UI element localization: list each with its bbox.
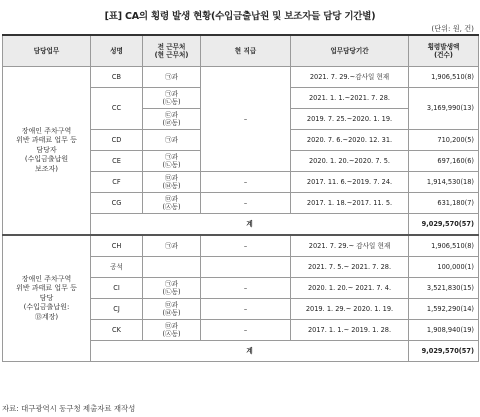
row-period: 2021. 7. 29.~ 감사일 현재 (291, 235, 409, 257)
row-period: 2021. 7. 5.~ 2021. 7. 28. (291, 257, 409, 278)
row-position: ㉠과 (143, 130, 201, 151)
row-position: ㉠과 (㉡동) (143, 151, 201, 172)
row-period: 2021. 1. 1.~2021. 7. 28. (291, 88, 409, 109)
row-position: ㉢과 (㉣동) (143, 109, 201, 130)
row-amount: 3,521,830(15) (409, 278, 479, 299)
row-period: 2019. 1. 29.~ 2020. 1. 19. (291, 299, 409, 320)
row-grade: – (201, 320, 291, 341)
table-row (3, 235, 479, 257)
row-position: ㉠과 (㉡동) (143, 88, 201, 109)
row-grade (201, 257, 291, 278)
source-note: 자료: 대구광역시 동구청 제출자료 재작성 (2, 404, 136, 413)
row-name: CH (91, 235, 143, 257)
row-position (143, 257, 201, 278)
header-duty: 담당업무 (3, 35, 91, 67)
row-grade: – (201, 235, 291, 257)
row-amount: 1,908,940(19) (409, 320, 479, 341)
row-name: CG (91, 193, 143, 214)
header-name: 성명 (91, 35, 143, 67)
row-position: ㉠과 (143, 67, 201, 88)
row-grade: – (201, 278, 291, 299)
row-name: CB (91, 67, 143, 88)
row-name: CK (91, 320, 143, 341)
table-row (3, 67, 479, 88)
row-name: CC (91, 88, 143, 130)
row-position: ㉤과 (㉦동) (143, 320, 201, 341)
group2-duty: 장애인 주차구역 위반 과태료 업무 등 담당 (수입금출납원: ⑬계장) (3, 235, 91, 362)
row-period: 2021. 7. 29.~감사일 현재 (291, 67, 409, 88)
row-amount: 100,000(1) (409, 257, 479, 278)
row-name: CD (91, 130, 143, 151)
row-period: 2020. 1. 20.~2020. 7. 5. (291, 151, 409, 172)
row-amount: 3,169,990(13) (409, 88, 479, 130)
row-period: 2020. 7. 6.~2020. 12. 31. (291, 130, 409, 151)
header-prev-position: 전 근무처 (현 근무처) (143, 35, 201, 67)
row-name: CF (91, 172, 143, 193)
row-amount: 1,906,510(8) (409, 67, 479, 88)
table-title: [표] CA의 횡령 발생 현황(수입금출납원 및 보조자들 담당 기간별) (104, 11, 376, 22)
total-amount: 9,029,570(57) (409, 341, 479, 362)
embezzlement-table (2, 34, 479, 362)
row-amount: 1,906,510(8) (409, 235, 479, 257)
row-period: 2017. 1. 18.~2017. 11. 5. (291, 193, 409, 214)
row-period: 2020. 1. 20.~ 2021. 7. 4. (291, 278, 409, 299)
total-label: 계 (91, 341, 409, 362)
row-position: ㉤과 (㉥동) (143, 299, 201, 320)
row-grade: – (201, 67, 291, 172)
row-grade: – (201, 299, 291, 320)
group1-duty: 장애인 주차구역 위반 과태료 업무 등 담당자 (수입금출납원 보조자) (3, 67, 91, 236)
header-row (3, 35, 479, 67)
row-period: 2017. 1. 1.~ 2019. 1. 28. (291, 320, 409, 341)
header-amount: 횡령발생액 (건수) (409, 35, 479, 67)
row-name: CE (91, 151, 143, 172)
row-amount: 697,160(6) (409, 151, 479, 172)
total-label: 계 (91, 214, 409, 236)
row-amount: 1,592,290(14) (409, 299, 479, 320)
row-position: ㉠과 (㉡동) (143, 278, 201, 299)
row-name: CI (91, 278, 143, 299)
row-period: 2019. 7. 25.~2020. 1. 19. (291, 109, 409, 130)
row-amount: 1,914,530(18) (409, 172, 479, 193)
total-amount: 9,029,570(57) (409, 214, 479, 236)
row-grade: – (201, 172, 291, 193)
row-name: CJ (91, 299, 143, 320)
row-amount: 631,180(7) (409, 193, 479, 214)
unit-label: (단위: 원, 건) (431, 24, 474, 33)
row-position: ㉤과 (㉥동) (143, 172, 201, 193)
row-name: 공석 (91, 257, 143, 278)
row-position: ㉤과 (㉦동) (143, 193, 201, 214)
row-amount: 710,200(5) (409, 130, 479, 151)
row-grade: – (201, 193, 291, 214)
row-period: 2017. 11. 6.~2019. 7. 24. (291, 172, 409, 193)
header-current-grade: 현 직급 (201, 35, 291, 67)
header-period: 업무담당기간 (291, 35, 409, 67)
row-position: ㉠과 (143, 235, 201, 257)
